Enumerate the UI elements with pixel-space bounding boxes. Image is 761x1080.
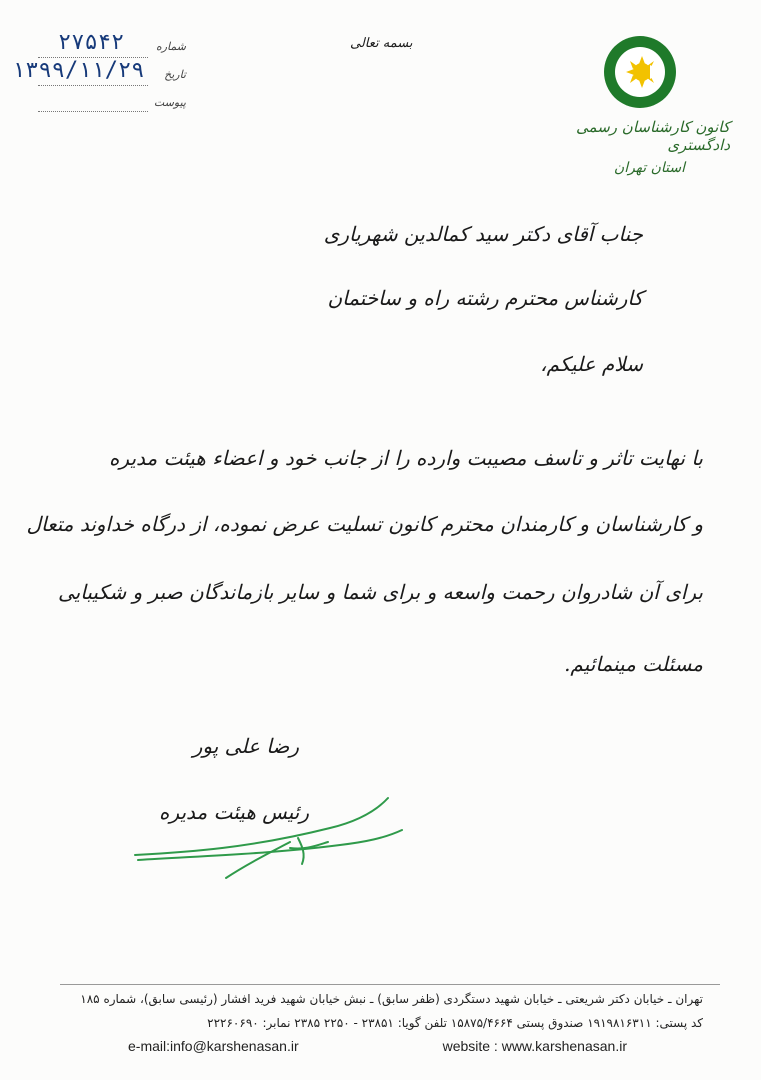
footer-contacts: کد پستی: ۱۹۱۹۸۱۶۳۱۱ صندوق پستی ۱۵۸۷۵/۴۶۶۴ تلفن گویا: ۲۳۸۵۱ - ۲۲۵۰ ۲۳۸۵ نمابر: ۲۲۲۶۰۶۹۰: [207, 1016, 703, 1030]
organization-logo-icon: [602, 34, 678, 110]
letter-date: ۱۳۹۹/۱۱/۲۹: [12, 58, 145, 83]
signer-title: رئیس هیئت مدیره: [158, 800, 309, 824]
attachment-dots: [38, 110, 148, 112]
basmala: بسمه تعالی: [350, 36, 413, 51]
date-label: تاریخ: [164, 68, 186, 81]
letter-number: ۲۷۵۴۲: [58, 30, 125, 55]
recipient-title-line: کارشناس محترم رشته راه و ساختمان: [327, 286, 643, 310]
footer-website[interactable]: website : www.karshenasan.ir: [442, 1038, 627, 1054]
date-dots: [38, 84, 148, 86]
signer-name: رضا علی پور: [192, 734, 299, 758]
body-line-2: و کارشناسان و کارمندان محترم کانون تسلیت عرض نموده، از درگاه خداوند متعال: [26, 512, 703, 536]
number-label: شماره: [155, 40, 186, 53]
attachment-label: پیوست: [153, 96, 186, 109]
footer-address: تهران ـ خیابان دکتر شریعتی ـ خیابان شهید دستگردی (ظفر سابق) ـ نبش خیابان شهید فرید افشار (رئیسی سابق)، شماره ۱۸۵: [80, 992, 703, 1006]
footer-divider: [60, 984, 720, 985]
recipient-line: جناب آقای دکتر سید کمالدین شهریاری: [323, 222, 643, 246]
body-line-1: با نهایت تاثر و تاسف مصیبت وارده را از جانب خود و اعضاء هیئت مدیره: [108, 446, 703, 470]
body-line-3: برای آن شادروان رحمت واسعه و برای شما و سایر بازماندگان صبر و شکیبایی: [58, 580, 703, 604]
organization-name: کانون کارشناسان رسمی دادگستری: [576, 118, 730, 154]
handwritten-signature-icon: [130, 790, 410, 885]
body-line-4: مسئلت مینمائیم.: [564, 652, 703, 676]
footer-email[interactable]: e-mail:info@karshenasan.ir: [128, 1038, 299, 1054]
organization-province: استان تهران: [613, 160, 685, 176]
greeting: سلام علیکم،: [540, 352, 643, 376]
